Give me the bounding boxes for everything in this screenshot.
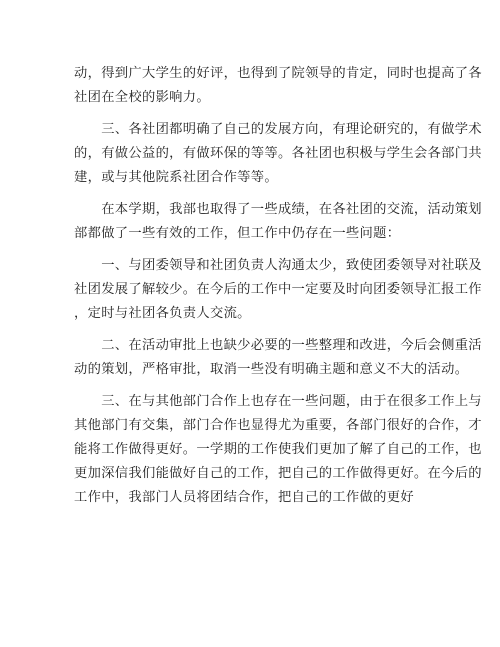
text-line: 社团在全校的影响力。 (74, 90, 210, 105)
paragraph (74, 334, 482, 382)
text-line: 社团发展了解较少。在今后的工作中一定要及时向团委领导汇报工作 (74, 282, 482, 297)
paragraph (74, 198, 482, 246)
text-line: 动，得到广大学生的好评，也得到了院领导的肯定，同时也提高了各 (74, 66, 482, 81)
paragraph (74, 118, 482, 190)
text-line: 动的策划，严格审批，取消一些没有明确主题和意义不大的活动。 (74, 362, 469, 377)
text-line: 其他部门有交集，部门合作也显得尤为重要，各部门很好的合作，才 (74, 418, 482, 433)
text-line: ，定时与社团各负责人交流。 (74, 306, 251, 321)
text-line: 更加深信我们能做好自己的工作，把自己的工作做得更好。在今后的 (74, 466, 482, 481)
text-line: 三、在与其他部门合作上也存在一些问题，由于在很多工作上与 (74, 394, 482, 409)
text-line: 的，有做公益的，有做环保的等等。各社团也积极与学生会各部门共 (74, 146, 482, 161)
text-line: 能将工作做得更好。一学期的工作使我们更加了解了自己的工作，也 (74, 442, 482, 457)
text-line: 在本学期，我部也取得了一些成绩，在各社团的交流，活动策划 (74, 202, 482, 217)
text-line: 一、与团委领导和社团负责人沟通太少，致使团委领导对社联及 (74, 258, 482, 273)
text-line: 部都做了一些有效的工作，但工作中仍存在一些问题： (74, 226, 401, 241)
paragraph (74, 62, 482, 110)
text-line: 工作中，我部门人员将团结合作，把自己的工作做的更好 (74, 490, 414, 505)
text-line: 二、在活动审批上也缺少必要的一些整理和改进，今后会侧重活 (74, 338, 482, 353)
text-line: 三、各社团都明确了自己的发展方向，有理论研究的，有做学术 (74, 122, 482, 137)
text-line: 建，或与其他院系社团合作等等。 (74, 170, 278, 185)
paragraph (74, 390, 482, 510)
document-body (74, 62, 482, 518)
paragraph (74, 254, 482, 326)
